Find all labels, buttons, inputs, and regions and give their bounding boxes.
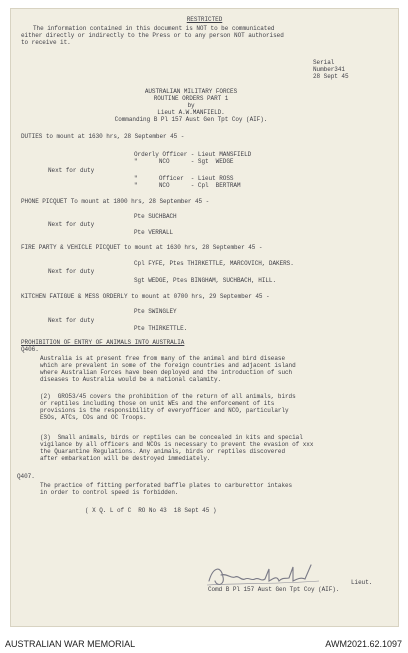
kitchen-next-label: Next for duty [48, 317, 95, 324]
kitchen-roster-1: Pte SWINGLEY [134, 308, 177, 315]
heading-line-5: Commanding B Pl 157 Aust Gen Tpt Coy (AIF). [114, 116, 268, 123]
duties-roster-3: " Officer - Lieut ROSS [134, 175, 234, 182]
document-page [11, 9, 398, 626]
duties-line: DUTIES to mount at 1630 hrs, 28 September 45 - [21, 133, 185, 140]
prohibition-title: PROHIBITION OF ENTRY OF ANIMALS INTO AUSTRALIA [21, 339, 185, 346]
para1-line-2: which are prevalent in some of the foreign countries and adjacent island [40, 362, 296, 369]
para2-line-1: (2) GRO53/45 covers the prohibition of the return of all animals, birds [40, 393, 296, 400]
fire-roster-2: Sgt WEDGE, Ptes BINGHAM, SUCHBACH, HILL. [134, 277, 277, 284]
signatory-unit: Comd B Pl 157 Aust Gen Tpt Coy (AIF). [208, 586, 340, 593]
para1-line-3: where Australian Forces have been deployed and the introduction of such [40, 369, 293, 376]
phone-picquet-line: PHONE PICQUET To mount at 1800 hrs, 28 September 45 - [21, 198, 210, 205]
reference-line: ( X Q. L of C RO No 43 18 Sept 45 ) [85, 507, 217, 514]
serial-label: Serial [313, 59, 335, 66]
fire-roster-1: Cpl FYFE, Ptes THIRKETTLE, MARCOVICH, DAKERS. [134, 260, 294, 267]
heading-line-1: AUSTRALIAN MILITARY FORCES [144, 88, 238, 95]
footer-source: AUSTRALIAN WAR MEMORIAL [5, 639, 136, 649]
para3-line-1: (3) Small animals, birds or reptiles can be concealed in kits and special [40, 434, 303, 441]
para4-line-1: The practice of fitting perforated baffle plates to carburettor intakes [40, 482, 293, 489]
order-q407-number: Q407. [17, 473, 35, 480]
kitchen-fatigue-line: KITCHEN FATIGUE & MESS ORDERLY to mount at 0700 hrs, 29 September 45 - [21, 293, 270, 300]
para3-line-3: the Quarantine Regulations. Any animals, birds or reptiles discovered [40, 448, 285, 455]
phone-next-label: Next for duty [48, 221, 95, 228]
para1-line-4: diseases to Australia would be a national calamity. [40, 376, 222, 383]
signatory-rank: Lieut. [351, 579, 373, 586]
notice-line-3: to receive it. [21, 39, 71, 46]
phone-roster-1: Pte SUCHBACH [134, 213, 177, 220]
order-q406-number: Q406. [21, 346, 39, 353]
duties-roster-4: " NCO - Cpl BERTRAM [134, 182, 241, 189]
phone-roster-2: Pte VERRALL [134, 229, 174, 236]
duties-roster-2: " NCO - Sgt WEDGE [134, 158, 234, 165]
para2-line-3: provisions is the responsibility of everyofficer and NCO, particularly [40, 407, 289, 414]
duties-next-label: Next for duty [48, 167, 95, 174]
classification-label: RESTRICTED [186, 16, 223, 23]
para3-line-4: after embarkation will be destroyed immediately. [40, 455, 211, 462]
para2-line-4: ESOs, ATCs, COs and OC Troops. [40, 414, 147, 421]
para1-line-1: Australia is at present free from many of the animal and bird disease [40, 355, 285, 362]
fire-next-label: Next for duty [48, 268, 95, 275]
heading-line-2: ROUTINE ORDERS PART 1 [153, 95, 229, 102]
serial-number: Number341 [313, 66, 345, 73]
para2-line-2: or reptiles including those on unit WEs and the enforcement of its [40, 400, 275, 407]
notice-line-1: The information contained in this document is NOT to be communicated [33, 25, 275, 32]
footer-accession-id: AWM2021.62.1097 [325, 639, 402, 649]
para3-line-2: vigilance by all officers and NCOs is necessary to prevent the evasion of xxx [40, 441, 314, 448]
footer-bar [0, 636, 408, 653]
para4-line-2: in order to control speed is forbidden. [40, 489, 179, 496]
notice-line-2: either directly or indirectly to the Press or to any person NOT authorised [21, 32, 284, 39]
serial-date: 28 Sept 45 [313, 73, 349, 80]
fire-party-line: FIRE PARTY & VEHICLE PICQUET to mount at 1630 hrs, 28 September 45 - [21, 244, 263, 251]
kitchen-roster-2: Pte THIRKETTLE. [134, 325, 188, 332]
heading-line-3: by [187, 102, 195, 109]
heading-line-4: Lieut A.W.MANFIELD. [157, 109, 225, 116]
duties-roster-1: Orderly Officer - Lieut MANSFIELD [134, 151, 252, 158]
